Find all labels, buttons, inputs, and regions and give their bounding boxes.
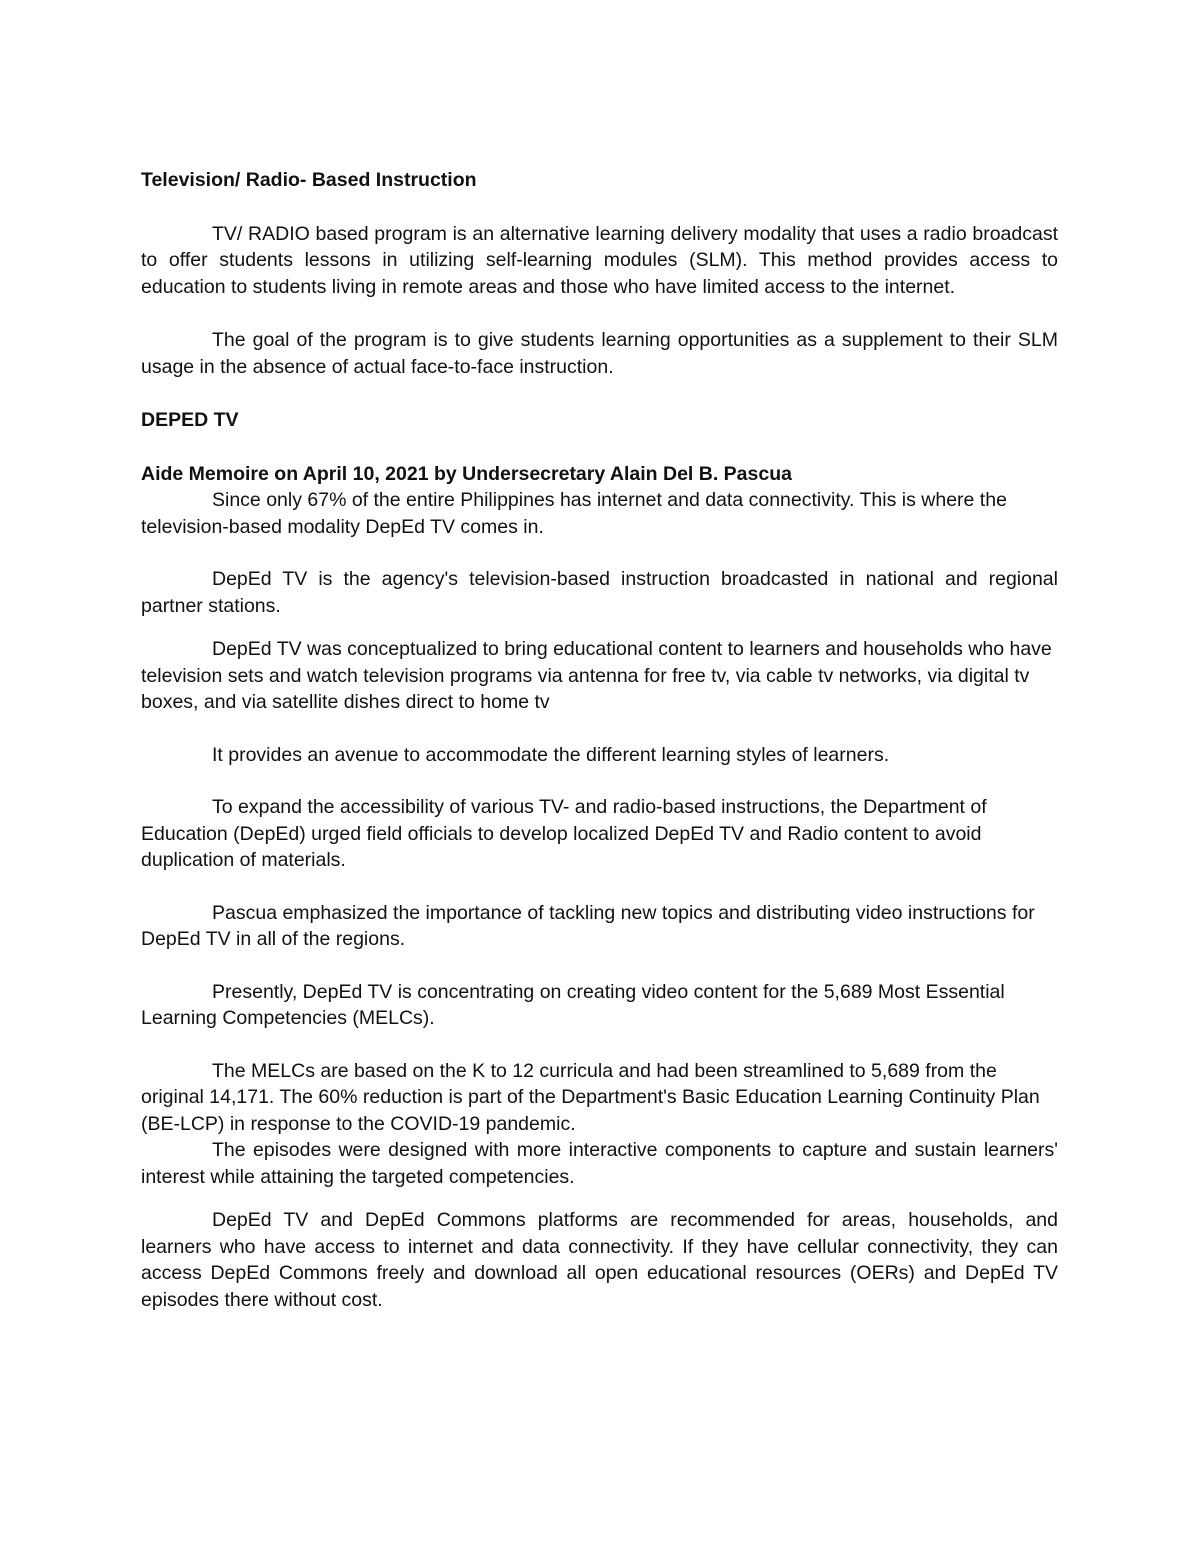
body-paragraph-5: To expand the accessibility of various TV- and radio-based instructions, the Department of Education (DepEd) urged field officials to develop localized DepEd TV and Radio content to avoid duplication of materials. xyxy=(141,796,987,871)
body-paragraph-8: The MELCs are based on the K to 12 curricula and had been streamlined to 5,689 from the original 14,171. The 60% reduction is part of the Department's Basic Education Learning Continuity Plan (BE-LCP) in response to the COVID-19 pandemic. xyxy=(141,1059,1040,1135)
body-paragraph-4: It provides an avenue to accommodate the different learning styles of learners. xyxy=(212,743,890,766)
deped-tv-heading: DEPED TV xyxy=(141,409,239,431)
body-paragraph-6: Pascua emphasized the importance of tackling new topics and distributing video instructions for DepEd TV in all of the regions. xyxy=(141,901,1035,950)
aide-memoire-heading: Aide Memoire on April 10, 2021 by Undersecretary Alain Del B. Pascua xyxy=(141,462,792,485)
intro-paragraph-1: TV/ RADIO based program is an alternative learning delivery modality that uses a radio broadcast to offer students lessons in utilizing self-learning modules (SLM). This method provides access to education to students living in remote areas and those who have limited access to the internet. xyxy=(141,222,1058,298)
document-page xyxy=(141,167,1058,1313)
section-title: Television/ Radio- Based Instruction xyxy=(141,169,477,191)
body-paragraph-9: The episodes were designed with more interactive components to capture and sustain learners' interest while attaining the targeted competencies. xyxy=(141,1139,1058,1188)
intro-paragraph-2: The goal of the program is to give students learning opportunities as a supplement to their SLM usage in the absence of actual face-to-face instruction. xyxy=(141,329,1058,378)
body-paragraph-2: DepEd TV is the agency's television-based instruction broadcasted in national and regional partner stations. xyxy=(141,568,1058,617)
body-paragraph-1: Since only 67% of the entire Philippines has internet and data connectivity. This is where the television-based modality DepEd TV comes in. xyxy=(141,489,1007,538)
body-paragraph-7: Presently, DepEd TV is concentrating on creating video content for the 5,689 Most Essential Learning Competencies (MELCs). xyxy=(141,980,1005,1029)
body-paragraph-10: DepEd TV and DepEd Commons platforms are recommended for areas, households, and learners who have access to internet and data connectivity. If they have cellular connectivity, they can access DepEd Commons freely and download all open educational resources (OERs) and DepEd TV episodes there without cost. xyxy=(141,1209,1058,1311)
body-paragraph-3: DepEd TV was conceptualized to bring educational content to learners and households who have television sets and watch television programs via antenna for free tv, via cable tv networks, via digital tv boxes, and via satellite dishes direct to home tv xyxy=(141,638,1052,713)
